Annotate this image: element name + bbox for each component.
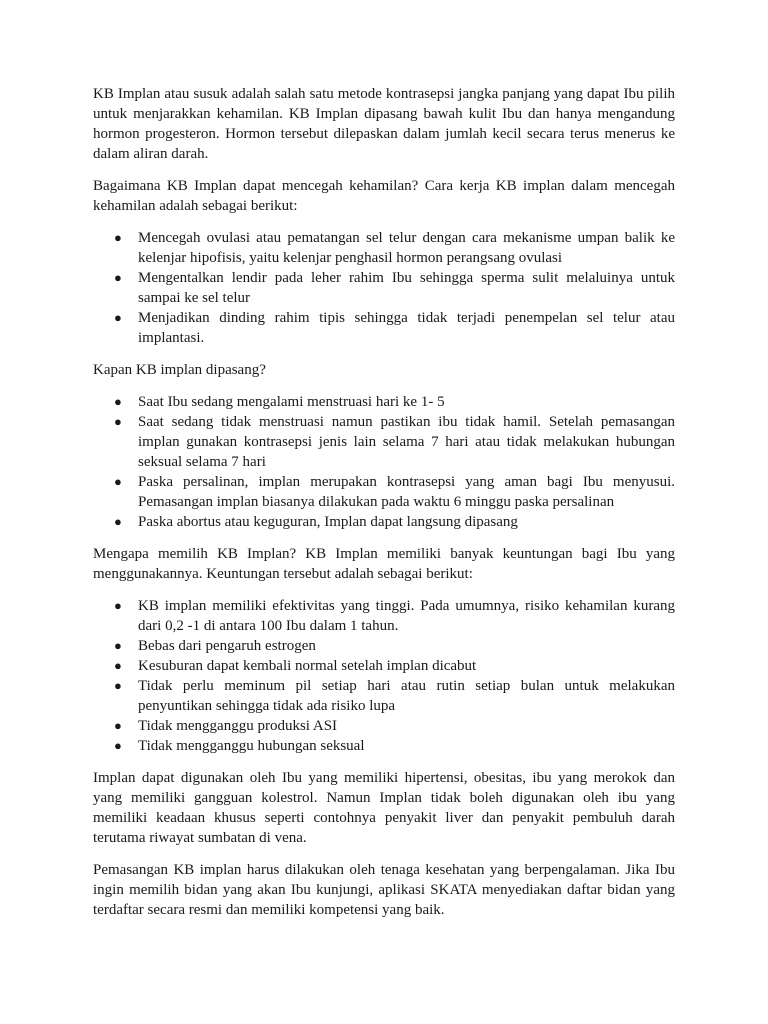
bullet-icon: ●: [114, 638, 122, 653]
bullet-icon: ●: [114, 738, 122, 753]
bullet-icon: ●: [114, 474, 122, 489]
benefits-list: [93, 596, 675, 756]
bullet-icon: ●: [114, 414, 122, 429]
when-list: [93, 392, 675, 532]
bullet-icon: ●: [114, 514, 122, 529]
how-it-works-list: [93, 228, 675, 348]
list-item: ● Tidak mengganggu produksi ASI: [114, 718, 338, 734]
list-item: ● Mencegah ovulasi atau pematangan sel telur dengan cara mekanisme umpan balik ke kelenjar hipofisis, yaitu kelenjar penghasil hormon perangsang ovulasi: [114, 230, 675, 266]
bullet-icon: ●: [114, 394, 122, 409]
list-item: ● Menjadikan dinding rahim tipis sehingga tidak terjadi penempelan sel telur atau implantasi.: [114, 310, 675, 346]
bullet-icon: ●: [114, 598, 122, 613]
list-item: ● Tidak mengganggu hubungan seksual: [114, 738, 365, 754]
list-item: ● Kesuburan dapat kembali normal setelah implan dicabut: [114, 658, 477, 674]
list-item: ● Bebas dari pengaruh estrogen: [114, 638, 316, 654]
why-paragraph: Mengapa memilih KB Implan? KB Implan memiliki banyak keuntungan bagi Ibu yang menggunakannya. Keuntungan tersebut adalah sebagai berikut:: [93, 546, 675, 582]
intro-paragraph: KB Implan atau susuk adalah salah satu metode kontrasepsi jangka panjang yang dapat Ibu pilih untuk menjarakkan kehamilan. KB Implan dipasang bawah kulit Ibu dan hanya mengandung hormon progesteron. Hormon tersebut dilepaskan dalam jumlah kecil secara terus menerus ke dalam aliran darah.: [93, 86, 675, 162]
list-item: ● KB implan memiliki efektivitas yang tinggi. Pada umumnya, risiko kehamilan kurang dari 0,2 -1 di antara 100 Ibu dalam 1 tahun.: [114, 598, 675, 634]
bullet-icon: ●: [114, 230, 122, 245]
when-paragraph: Kapan KB implan dipasang?: [93, 362, 266, 378]
list-item: ● Saat sedang tidak menstruasi namun pastikan ibu tidak hamil. Setelah pemasangan implan gunakan kontrasepsi jenis lain selama 7 hari atau tidak melakukan hubungan seksual selama 7 hari: [114, 414, 675, 470]
document-page: [93, 84, 675, 932]
list-item: ● Paska persalinan, implan merupakan kontrasepsi yang aman bagi Ibu menyusui. Pemasangan implan biasanya dilakukan pada waktu 6 minggu paska persalinan: [114, 474, 675, 510]
bullet-icon: ●: [114, 310, 122, 325]
list-item: ● Saat Ibu sedang mengalami menstruasi hari ke 1- 5: [114, 394, 445, 410]
closing-paragraph: Pemasangan KB implan harus dilakukan oleh tenaga kesehatan yang berpengalaman. Jika Ibu ingin memilih bidan yang akan Ibu kunjungi, aplikasi SKATA menyediakan daftar bidan yang terdaftar secara resmi dan memiliki kompetensi yang baik.: [93, 862, 675, 918]
how-it-works-paragraph: Bagaimana KB Implan dapat mencegah kehamilan? Cara kerja KB implan dalam mencegah kehamilan adalah sebagai berikut:: [93, 178, 675, 214]
bullet-icon: ●: [114, 678, 122, 693]
bullet-icon: ●: [114, 718, 122, 733]
bullet-icon: ●: [114, 270, 122, 285]
list-item: ● Mengentalkan lendir pada leher rahim Ibu sehingga sperma sulit melaluinya untuk sampai ke sel telur: [114, 270, 675, 306]
list-item: ● Tidak perlu meminum pil setiap hari atau rutin setiap bulan untuk melakukan penyuntikan sehingga tidak ada risiko lupa: [114, 678, 675, 714]
bullet-icon: ●: [114, 658, 122, 673]
list-item: ● Paska abortus atau keguguran, Implan dapat langsung dipasang: [114, 514, 518, 530]
contraindication-paragraph: Implan dapat digunakan oleh Ibu yang memiliki hipertensi, obesitas, ibu yang merokok dan yang memiliki gangguan kolestrol. Namun Implan tidak boleh digunakan oleh ibu yang memiliki keadaan khusus seperti contohnya penyakit liver dan penyakit pembuluh darah terutama riwayat sumbatan di vena.: [93, 770, 675, 846]
